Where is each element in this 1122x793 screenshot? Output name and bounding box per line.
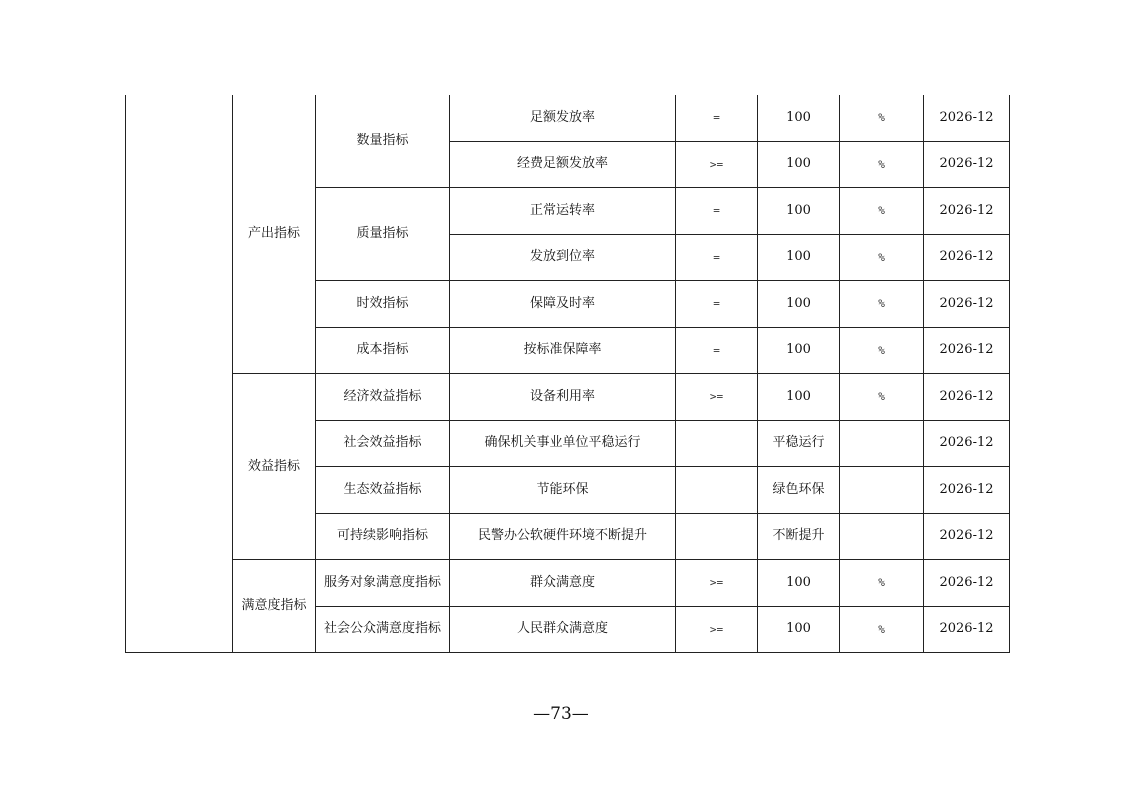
unit: %	[840, 281, 924, 328]
indicator-name: 经费足额发放率	[450, 141, 676, 188]
deadline: 2026-12	[924, 234, 1010, 281]
target-value: 绿色环保	[758, 467, 840, 514]
target-value: 100	[758, 281, 840, 328]
indicator-name: 人民群众满意度	[450, 606, 676, 653]
indicator-name: 发放到位率	[450, 234, 676, 281]
unit: %	[840, 141, 924, 188]
target-value: 不断提升	[758, 513, 840, 560]
subcategory-economic: 经济效益指标	[316, 374, 450, 421]
unit	[840, 467, 924, 514]
deadline: 2026-12	[924, 374, 1010, 421]
target-value: 100	[758, 606, 840, 653]
deadline: 2026-12	[924, 513, 1010, 560]
comparison-operator: >=	[676, 374, 758, 421]
deadline: 2026-12	[924, 327, 1010, 374]
subcategory-public: 社会公众满意度指标	[316, 606, 450, 653]
subcategory-ecological: 生态效益指标	[316, 467, 450, 514]
category-satisfaction: 满意度指标	[233, 560, 316, 653]
indicator-name: 按标准保障率	[450, 327, 676, 374]
comparison-operator	[676, 513, 758, 560]
deadline: 2026-12	[924, 420, 1010, 467]
unit: %	[840, 327, 924, 374]
comparison-operator: =	[676, 281, 758, 328]
comparison-operator: >=	[676, 560, 758, 607]
subcategory-service-target: 服务对象满意度指标	[316, 560, 450, 607]
indicator-name: 正常运转率	[450, 188, 676, 235]
deadline: 2026-12	[924, 606, 1010, 653]
target-value: 100	[758, 560, 840, 607]
target-value: 100	[758, 188, 840, 235]
subcategory-quality: 质量指标	[316, 188, 450, 281]
deadline: 2026-12	[924, 95, 1010, 141]
subcategory-social: 社会效益指标	[316, 420, 450, 467]
indicator-name: 群众满意度	[450, 560, 676, 607]
indicator-name: 民警办公软硬件环境不断提升	[450, 513, 676, 560]
unit: %	[840, 374, 924, 421]
deadline: 2026-12	[924, 560, 1010, 607]
comparison-operator: =	[676, 327, 758, 374]
unit: %	[840, 188, 924, 235]
indicator-name: 足额发放率	[450, 95, 676, 141]
target-value: 100	[758, 234, 840, 281]
unit: %	[840, 560, 924, 607]
subcategory-quantity: 数量指标	[316, 95, 450, 188]
unit	[840, 513, 924, 560]
comparison-operator: =	[676, 188, 758, 235]
indicator-name: 节能环保	[450, 467, 676, 514]
category-benefit: 效益指标	[233, 374, 316, 560]
deadline: 2026-12	[924, 188, 1010, 235]
blank-left-cell	[126, 95, 233, 653]
page-number: —73—	[533, 704, 589, 724]
category-output: 产出指标	[233, 95, 316, 374]
performance-indicator-table	[125, 95, 1010, 653]
subcategory-cost: 成本指标	[316, 327, 450, 374]
comparison-operator	[676, 467, 758, 514]
subcategory-timeliness: 时效指标	[316, 281, 450, 328]
table-row	[126, 560, 1010, 607]
indicator-name: 设备利用率	[450, 374, 676, 421]
unit: %	[840, 234, 924, 281]
table-row	[126, 374, 1010, 421]
unit: %	[840, 95, 924, 141]
unit: %	[840, 606, 924, 653]
deadline: 2026-12	[924, 467, 1010, 514]
deadline: 2026-12	[924, 281, 1010, 328]
comparison-operator: =	[676, 234, 758, 281]
comparison-operator: =	[676, 95, 758, 141]
indicator-name: 保障及时率	[450, 281, 676, 328]
target-value: 平稳运行	[758, 420, 840, 467]
target-value: 100	[758, 327, 840, 374]
subcategory-sustainable: 可持续影响指标	[316, 513, 450, 560]
comparison-operator: >=	[676, 141, 758, 188]
target-value: 100	[758, 374, 840, 421]
comparison-operator	[676, 420, 758, 467]
comparison-operator: >=	[676, 606, 758, 653]
deadline: 2026-12	[924, 141, 1010, 188]
target-value: 100	[758, 141, 840, 188]
table-row	[126, 95, 1010, 141]
unit	[840, 420, 924, 467]
indicator-name: 确保机关事业单位平稳运行	[450, 420, 676, 467]
target-value: 100	[758, 95, 840, 141]
